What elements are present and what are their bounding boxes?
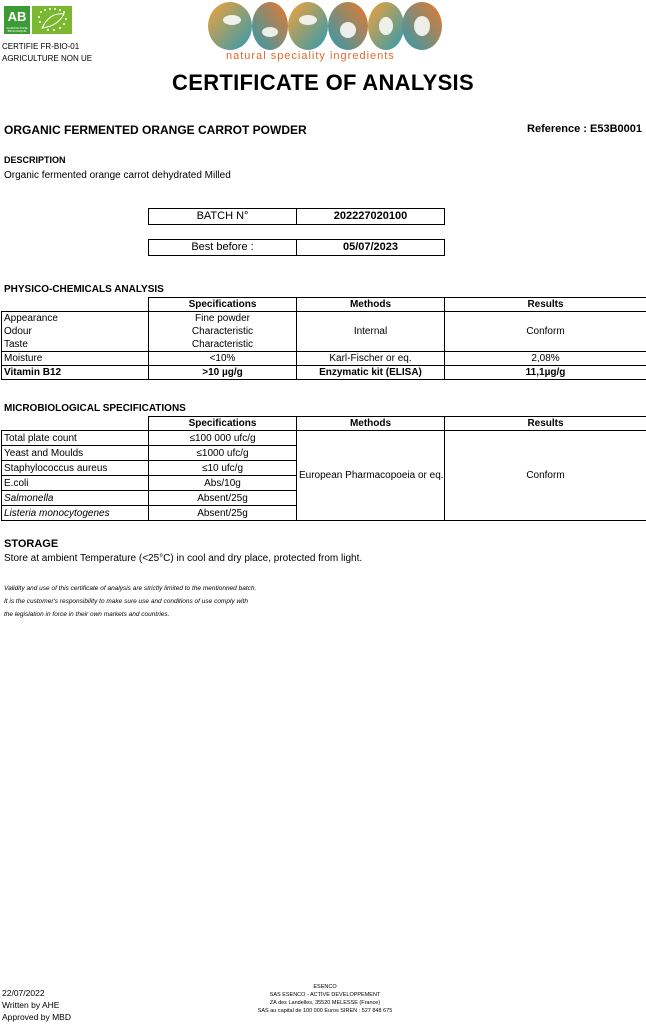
spec-cell: ≤100 000 ufc/g (149, 431, 297, 446)
description-text: Organic fermented orange carrot dehydrated Milled (4, 170, 231, 181)
spec-cell: ≤1000 ufc/g (149, 446, 297, 461)
certification-line-1: CERTIFIE FR-BIO-01 (2, 42, 80, 51)
param-cell: Moisture (2, 352, 149, 366)
method-cell: European Pharmacopoeia or eq. (297, 431, 445, 521)
param-cell: Salmonella (2, 491, 149, 506)
disclaimer-line-1: Validity and use of this certificate of analysis are strictly limited to the mentionned batch. (4, 585, 257, 592)
method-cell: Internal (297, 312, 445, 352)
batch-label: BATCH N° (149, 209, 297, 224)
result-cell: Conform (445, 431, 646, 521)
physico-table (1, 297, 646, 380)
best-before-value: 05/07/2023 (342, 241, 399, 253)
spec-cell: ≤10 ufc/g (149, 461, 297, 476)
ab-organic-logo (4, 6, 30, 34)
spec-cell: Absent/25g (149, 506, 297, 521)
method-cell: Karl-Fischer or eq. (297, 352, 445, 366)
header-methods: Methods (297, 417, 445, 431)
param-cell: Appearance (2, 312, 149, 326)
eu-leaf-icon (32, 6, 72, 34)
spec-cell: Characteristic (149, 338, 297, 352)
param-cell: Staphylococcus aureus (2, 461, 149, 476)
spec-cell: >10 µg/g (149, 366, 297, 380)
brand-tagline: natural speciality ingredients (226, 50, 395, 62)
table-row (2, 431, 646, 446)
param-cell: Taste (2, 338, 149, 352)
param-cell: Odour (2, 325, 149, 338)
spec-cell: Fine powder (149, 312, 297, 326)
spec-cell: <10% (149, 352, 297, 366)
param-cell: E.coli (2, 476, 149, 491)
micro-table (1, 416, 646, 521)
batch-number-box (148, 208, 445, 225)
method-cell: Enzymatic kit (ELISA) (297, 366, 445, 380)
table-row (2, 366, 646, 380)
certification-line-2: AGRICULTURE NON UE (2, 54, 93, 63)
param-cell: Vitamin B12 (2, 366, 149, 380)
header-specifications: Specifications (149, 298, 297, 312)
micro-section-title: MICROBIOLOGICAL SPECIFICATIONS (4, 403, 186, 414)
spec-cell: Abs/10g (149, 476, 297, 491)
footer-company-line2: SAS ESENCO - ACTIVE DEVELOPPEMENT (269, 992, 381, 998)
param-cell: Yeast and Moulds (2, 446, 149, 461)
table-header-row (2, 298, 646, 312)
param-cell: Listeria monocytogenes (2, 506, 149, 521)
result-cell: 11,1µg/g (445, 366, 646, 380)
page-title: CERTIFICATE OF ANALYSIS (172, 70, 474, 95)
footer-capital: SAS au capital de 100 000 Euros SIREN : 527 848 675 (257, 1008, 393, 1014)
header-results: Results (445, 298, 646, 312)
footer-date: 22/07/2022 (2, 988, 45, 998)
spec-cell: Characteristic (149, 325, 297, 338)
best-before-label: Best before : (149, 240, 297, 255)
table-row (2, 352, 646, 366)
disclaimer-line-3: the legislation in force in their own markets and countries. (4, 611, 170, 618)
footer-company: ESENCO (313, 984, 337, 990)
footer-address: ZA des Landelles, 35520 MELESSE (France) (269, 1000, 381, 1006)
ab-logo-subtext: AGRICULTURE BIOLOGIQUE (6, 26, 28, 33)
footer-written-by: Written by AHE (2, 1000, 60, 1010)
footer-approved-by: Approved by MBD (2, 1012, 71, 1022)
eu-organic-leaf-logo (32, 6, 72, 34)
ab-logo-text: AB (7, 9, 27, 24)
spec-cell: Absent/25g (149, 491, 297, 506)
description-label: DESCRIPTION (4, 155, 66, 165)
best-before-box (148, 239, 445, 256)
storage-text: Store at ambient Temperature (<25°C) in cool and dry place, protected from light. (4, 553, 363, 564)
batch-value: 202227020100 (333, 210, 408, 222)
header-specifications: Specifications (149, 417, 297, 431)
product-name: ORGANIC FERMENTED ORANGE CARROT POWDER (4, 123, 307, 137)
table-header-row (2, 417, 646, 431)
table-row (2, 312, 646, 326)
storage-title: STORAGE (4, 538, 59, 550)
disclaimer-line-2: It is the customer's responsibility to make sure use and conditions of use comply with (4, 598, 249, 605)
header-results: Results (445, 417, 646, 431)
result-cell: 2,08% (445, 352, 646, 366)
physico-section-title: PHYSICO-CHEMICALS ANALYSIS (4, 284, 164, 295)
param-cell: Total plate count (2, 431, 149, 446)
product-reference: Reference : E53B0001 (527, 123, 642, 135)
header-methods: Methods (297, 298, 445, 312)
result-cell: Conform (445, 312, 646, 352)
esenco-logo-mark (204, 0, 444, 52)
